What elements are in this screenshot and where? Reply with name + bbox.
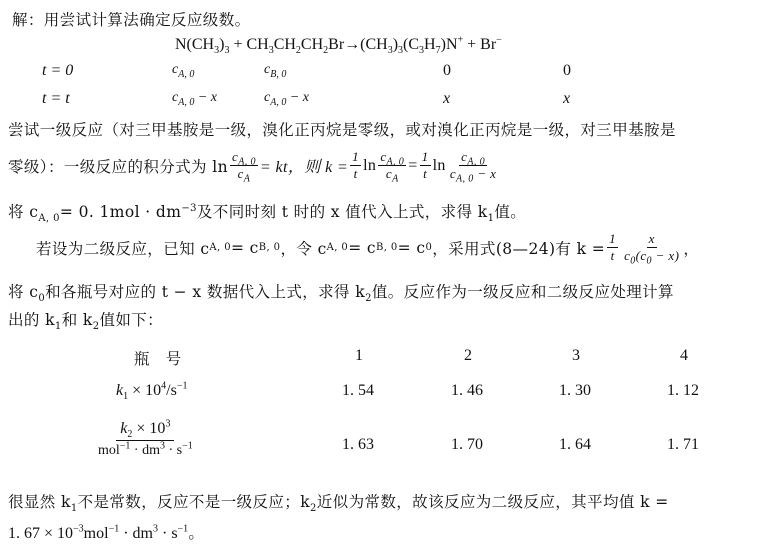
- reaction-sup: −: [496, 34, 502, 46]
- k1-value-3: 1. 30: [559, 382, 591, 399]
- frac-sub: 0: [630, 255, 636, 267]
- one-over-t-1: [350, 150, 361, 182]
- reaction-part: ): [392, 36, 399, 53]
- unit: mol: [98, 443, 120, 458]
- c1-sub: 2: [310, 503, 317, 515]
- reaction-sub: 3: [387, 45, 393, 57]
- reaction-sup: +: [457, 34, 464, 46]
- reaction-part: + CH: [233, 36, 269, 53]
- c2-e: 。: [188, 525, 205, 542]
- times: × 10: [128, 382, 162, 399]
- c2-sup: −1: [108, 523, 120, 535]
- k-sym: k: [120, 420, 128, 437]
- times: × 10: [132, 420, 166, 437]
- ln-frac: [230, 149, 258, 185]
- reaction-sub: 3: [268, 45, 274, 57]
- pow: 4: [161, 380, 167, 392]
- p3l3-b: 和 k: [61, 311, 93, 329]
- k1-value-4: 1. 12: [667, 382, 699, 399]
- reaction-sub: 2: [295, 45, 301, 57]
- eq-kt: = kt，则 k =: [259, 159, 349, 177]
- p3-c: ，令 c: [280, 239, 327, 258]
- reaction-part: ): [219, 36, 225, 53]
- conc-symbol: c: [264, 62, 271, 77]
- frac-c: c: [385, 166, 393, 182]
- solution-heading: 解：用尝试计算法确定反应级数。: [12, 11, 251, 29]
- frac-den: t: [353, 166, 358, 182]
- unit: /s: [166, 382, 177, 399]
- frac-sub: A, 0: [386, 156, 405, 168]
- c2-a: 1. 67 × 10: [8, 525, 74, 542]
- frac-num: 1: [420, 150, 431, 166]
- reaction-part: Br→(CH: [328, 36, 388, 53]
- p3l2-b: 和各瓶号对应的 t − x 数据代入上式，求得 k: [45, 283, 366, 301]
- frac-c: c: [449, 166, 456, 182]
- reaction-part: N(CH: [175, 36, 215, 53]
- conc-a-0: [172, 62, 194, 78]
- table-col-2: 2: [464, 347, 472, 364]
- c2-sup: −3: [73, 523, 84, 535]
- frac-sub: A: [243, 173, 251, 185]
- conclusion-line1: [8, 490, 669, 515]
- ratio-frac-2: [448, 149, 499, 185]
- table-header-label: 瓶 号: [134, 350, 182, 368]
- para2: [8, 200, 527, 225]
- c2-b: mol: [83, 525, 109, 542]
- c2-sup: 3: [152, 523, 158, 535]
- para3-line1: 若设为二级反应，已知 c A, 0 = c B, 0 ，令 c A, 0 = c B, 0 = c 0 ，采用式(8—24)有 k = $\frac{1}{t}$ $\frac{x}{c_0(c_0 - x)}$ ，: [36, 231, 700, 267]
- frac-den-part: c: [624, 248, 631, 264]
- frac-num: 1: [350, 150, 361, 166]
- conc-symbol: c: [172, 62, 179, 77]
- pow: 3: [165, 418, 171, 430]
- p3l2-sub: 0: [38, 293, 46, 305]
- frac-sub: A, 0: [455, 173, 474, 185]
- p3l3-a: 出的 k: [8, 311, 55, 329]
- p3l2-sub2: 2: [365, 293, 372, 305]
- eq-sign: =: [408, 156, 418, 174]
- row2-frac: [94, 420, 197, 459]
- conc-tail: − x: [194, 90, 217, 105]
- para1-line2: [8, 149, 500, 185]
- p3-f: ，采用式(8—24)有 k =: [432, 239, 606, 258]
- product2-0: 0: [563, 62, 571, 79]
- k1-value-1: 1. 54: [342, 382, 374, 399]
- conclusion-line2: [8, 520, 204, 543]
- product1-0: 0: [443, 62, 451, 79]
- frac-den-part: − x): [651, 248, 680, 264]
- p3-d: = c: [348, 238, 376, 257]
- row1-label: [116, 380, 188, 403]
- frac-sub: A: [392, 173, 399, 185]
- k2-value-2: 1. 70: [451, 436, 483, 453]
- product1-t: x: [443, 90, 451, 107]
- reaction-sub: 2: [323, 45, 329, 57]
- c1-sub: 1: [70, 503, 78, 515]
- one-over-t-2: [420, 150, 431, 182]
- conc-a-t: [172, 90, 217, 106]
- para2-b: = 0. 1mol · dm: [59, 203, 182, 221]
- table-col-4: 4: [680, 347, 688, 364]
- unit: · s: [164, 443, 183, 458]
- c1-b: 不是常数，反应不是一级反应；k: [77, 493, 310, 511]
- frac-num: 1: [607, 232, 618, 248]
- conc-symbol: c: [172, 90, 179, 105]
- product2-t: x: [563, 90, 571, 107]
- p3-e: = c: [397, 238, 426, 257]
- reaction-sub: 3: [224, 45, 230, 57]
- reaction-part: + Br: [467, 36, 497, 53]
- pow: −1: [176, 380, 188, 392]
- para1-line1: 尝试一级反应（对三甲基胺是一级，溴化正丙烷是零级，或对溴化正丙烷是一级，对三甲基胺是: [8, 121, 676, 139]
- frac-den-part: (c: [635, 248, 647, 264]
- ln-label: ln: [363, 156, 377, 174]
- p3-a: 若设为二级反应，已知 c: [36, 239, 210, 258]
- k1-value-2: 1. 46: [451, 382, 483, 399]
- para2-sup: −3: [181, 202, 197, 214]
- frac-sub: A, 0: [238, 156, 256, 168]
- pow: −1: [182, 440, 193, 452]
- reaction-sub: 3: [398, 45, 404, 57]
- time-label-0: t = 0: [42, 62, 74, 79]
- conc-tail: − x: [286, 90, 309, 105]
- para3-line2: [8, 280, 674, 305]
- c2-c: · dm: [119, 525, 153, 542]
- p3l3-sub1: 1: [54, 321, 62, 333]
- c1-c: 近似为常数，故该反应为二级反应，其平均值 k =: [316, 493, 669, 511]
- frac-den: t: [610, 248, 615, 264]
- reaction-sub: 3: [214, 45, 220, 57]
- para2-a: 将 c: [8, 203, 39, 221]
- table-col-3: 3: [572, 347, 580, 364]
- para3-line3: [8, 308, 164, 333]
- p3l3-sub2: 2: [92, 321, 100, 333]
- reaction-part: (C: [403, 36, 420, 53]
- reaction-part: )N: [440, 36, 458, 53]
- k-sub: 2: [127, 429, 133, 441]
- c2-sup: −1: [177, 523, 189, 535]
- conc-sub: B, 0: [270, 68, 287, 80]
- conc-symbol: c: [264, 90, 271, 105]
- frac-c: c: [237, 166, 244, 182]
- p3l2-a: 将 c: [8, 283, 39, 301]
- frac-c: c: [461, 149, 468, 164]
- reaction-part: CH: [273, 36, 296, 53]
- frac-minus-x: − x: [473, 166, 497, 182]
- k2-value-3: 1. 64: [559, 436, 591, 453]
- reaction-part: CH: [300, 36, 324, 53]
- frac-sub: 0: [646, 255, 652, 267]
- reaction-part: H: [424, 36, 436, 53]
- k-sym: k: [116, 382, 124, 399]
- reaction-sub: 3: [419, 45, 425, 57]
- frac-c: c: [232, 149, 239, 164]
- para1-prefix: 零级）：一级反应的积分式为 ln: [8, 157, 229, 176]
- table-col-1: 1: [355, 347, 363, 364]
- unit: · dm: [130, 443, 160, 458]
- p3l3-c: 值如下：: [99, 311, 164, 329]
- k-sub: 1: [123, 391, 129, 403]
- conc-sub: A, 0: [270, 96, 287, 108]
- frac-num: x: [647, 232, 657, 248]
- p3-b: = c: [230, 238, 259, 257]
- para2-sub-k: 1: [487, 213, 495, 225]
- pow: −1: [119, 440, 131, 452]
- p3-frac1: [607, 232, 618, 264]
- p3-frac2: [622, 231, 681, 267]
- conc-b-t: [264, 90, 309, 106]
- para2-d: 值。: [494, 203, 527, 221]
- conc-sub: A, 0: [178, 96, 195, 108]
- c2-d: · s: [157, 525, 178, 542]
- time-label-t: t = t: [42, 90, 70, 107]
- p3-comma: ，: [683, 239, 700, 258]
- frac-den: t: [423, 166, 428, 182]
- ratio-frac-1: [378, 149, 406, 185]
- row2-label: [94, 420, 197, 459]
- para2-sub: A, 0: [38, 213, 60, 225]
- conc-b-0: [264, 62, 286, 78]
- p3l2-c: 值。反应作为一级反应和二级反应处理计算: [371, 283, 674, 301]
- frac-c: c: [380, 149, 387, 164]
- c1-a: 很显然 k: [8, 493, 71, 511]
- k2-value-4: 1. 71: [667, 436, 699, 453]
- frac-sub: A, 0: [467, 156, 486, 168]
- conc-sub: A, 0: [178, 68, 195, 80]
- ln-label: ln: [432, 156, 446, 174]
- pow: 3: [159, 440, 165, 452]
- k2-value-1: 1. 63: [342, 436, 374, 453]
- para2-c: 及不同时刻 t 时的 x 值代入上式，求得 k: [196, 203, 488, 221]
- reaction-sub: 7: [435, 45, 441, 57]
- reaction-equation: [175, 34, 502, 57]
